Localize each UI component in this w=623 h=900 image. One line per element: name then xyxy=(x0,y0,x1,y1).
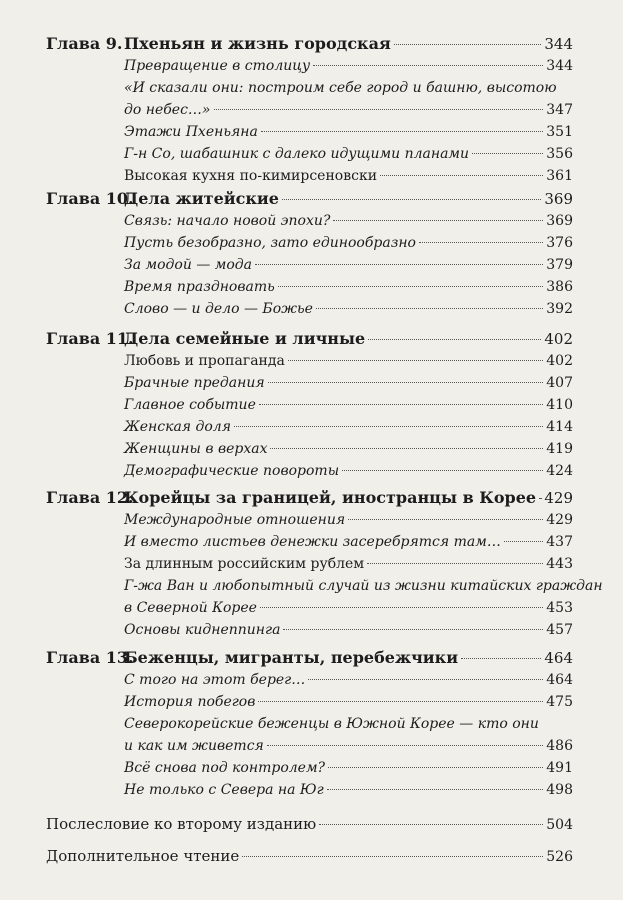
dot-leader xyxy=(319,824,543,825)
section-row[interactable] xyxy=(124,619,573,641)
page-number: 379 xyxy=(546,257,573,273)
section-row[interactable] xyxy=(124,691,573,713)
section-row[interactable] xyxy=(124,460,573,482)
dot-leader xyxy=(282,199,541,200)
section-title: Г-н Со, шабашник с далеко идущими планами xyxy=(124,146,470,162)
dot-leader xyxy=(327,789,544,790)
section-title: Брачные предания xyxy=(124,375,265,391)
dot-leader xyxy=(234,426,543,427)
section-row[interactable] xyxy=(124,735,573,757)
page-number: 526 xyxy=(546,849,573,865)
section-row[interactable] xyxy=(124,121,573,143)
chapter-title-row[interactable] xyxy=(124,328,573,350)
section-title-line1[interactable]: «И сказали они: построим себе город и башню, высотою xyxy=(124,80,557,96)
chapter-title: Беженцы, мигранты, перебежчики xyxy=(124,648,459,667)
section-title: и как им живется xyxy=(124,738,264,754)
chapter-title: Дела семейные и личные xyxy=(124,329,366,348)
page-number: 361 xyxy=(546,168,573,184)
page-number: 491 xyxy=(546,760,573,776)
section-title: Женская доля xyxy=(124,419,231,435)
dot-leader xyxy=(333,220,543,221)
dot-leader xyxy=(288,360,543,361)
page-number: 486 xyxy=(546,738,573,754)
dot-leader xyxy=(348,519,543,520)
section-title: Время праздновать xyxy=(124,279,275,295)
section-title: С того на этот берег… xyxy=(124,672,306,688)
page-number: 475 xyxy=(546,694,573,710)
page-number: 414 xyxy=(546,419,573,435)
section-title: Пусть безобразно, зато единообразно xyxy=(124,235,416,251)
section-row[interactable] xyxy=(124,232,573,254)
dot-leader xyxy=(419,242,543,243)
dot-leader xyxy=(316,308,543,309)
section-row[interactable] xyxy=(124,669,573,691)
page-number: 344 xyxy=(546,58,573,74)
chapter-title: Пхеньян и жизнь городская xyxy=(124,34,391,53)
dot-leader xyxy=(242,856,543,857)
dot-leader xyxy=(394,44,542,45)
page-number: 424 xyxy=(546,463,573,479)
dot-leader xyxy=(328,767,543,768)
dot-leader xyxy=(368,339,541,340)
section-row[interactable] xyxy=(124,509,573,531)
page-number: 410 xyxy=(546,397,573,413)
dot-leader xyxy=(380,175,543,176)
section-title: И вместо листьев денежки засеребрятся там… xyxy=(124,534,501,550)
page-number: 443 xyxy=(546,556,573,572)
dot-leader xyxy=(258,701,543,702)
chapter-title-row[interactable] xyxy=(124,487,573,509)
dot-leader xyxy=(255,264,543,265)
section-row[interactable] xyxy=(124,416,573,438)
section-title: Международные отношения xyxy=(124,512,346,528)
chapter-title-row[interactable] xyxy=(124,188,573,210)
page-number: 498 xyxy=(546,782,573,798)
dot-leader xyxy=(342,470,543,471)
afterword-title: Послесловие ко второму изданию xyxy=(46,815,317,833)
section-row[interactable] xyxy=(124,143,573,165)
dot-leader xyxy=(472,153,543,154)
chapter-title: Дела житейские xyxy=(124,189,279,208)
section-title: Главное событие xyxy=(124,397,256,413)
section-title: Высокая кухня по-кимирсеновски xyxy=(124,168,378,184)
section-row[interactable] xyxy=(124,553,573,575)
page-number: 402 xyxy=(544,330,573,348)
chapter-label: Глава 10. xyxy=(46,189,134,208)
section-row[interactable] xyxy=(124,165,573,187)
section-row[interactable] xyxy=(124,350,573,372)
section-title: Слово — и дело — Божье xyxy=(124,301,313,317)
section-title: Женщины в верхах xyxy=(124,441,268,457)
dot-leader xyxy=(270,448,543,449)
chapter-title: Корейцы за границей, иностранцы в Корее xyxy=(124,488,537,507)
section-title: Основы киднеппинга xyxy=(124,622,281,638)
section-row[interactable] xyxy=(124,254,573,276)
section-row[interactable] xyxy=(124,55,573,77)
section-row[interactable] xyxy=(124,372,573,394)
page-number: 369 xyxy=(546,213,573,229)
section-title: в Северной Корее xyxy=(124,600,257,616)
page-number: 504 xyxy=(546,817,573,833)
page-number: 356 xyxy=(546,146,573,162)
dot-leader xyxy=(261,131,543,132)
dot-leader xyxy=(283,629,543,630)
section-title: до небес…» xyxy=(124,102,211,118)
page-number: 429 xyxy=(544,489,573,507)
page-number: 402 xyxy=(546,353,573,369)
dot-leader xyxy=(259,404,543,405)
section-row[interactable] xyxy=(124,438,573,460)
section-title-line1[interactable]: Северокорейские беженцы в Южной Корее — кто они xyxy=(124,716,539,732)
further-reading-title: Дополнительное чтение xyxy=(46,847,240,865)
section-title: Этажи Пхеньяна xyxy=(124,124,258,140)
section-row[interactable] xyxy=(124,298,573,320)
page-number: 419 xyxy=(546,441,573,457)
dot-leader xyxy=(260,607,543,608)
page-number: 453 xyxy=(546,600,573,616)
section-row[interactable] xyxy=(124,779,573,801)
section-row[interactable] xyxy=(124,394,573,416)
section-row[interactable] xyxy=(124,99,573,121)
section-title: За модой — мода xyxy=(124,257,253,273)
dot-leader xyxy=(268,382,544,383)
page-number: 464 xyxy=(546,672,573,688)
section-title: Не только с Севера на Юг xyxy=(124,782,324,798)
page-number: 386 xyxy=(546,279,573,295)
section-title: Превращение в столицу xyxy=(124,58,311,74)
page-number: 347 xyxy=(546,102,573,118)
section-row[interactable] xyxy=(124,210,573,232)
page-number: 344 xyxy=(544,35,573,53)
dot-leader xyxy=(504,541,543,542)
dot-leader xyxy=(539,498,541,499)
dot-leader xyxy=(214,109,544,110)
section-row[interactable] xyxy=(124,757,573,779)
page-number: 351 xyxy=(546,124,573,140)
dot-leader xyxy=(313,65,543,66)
afterword-row[interactable] xyxy=(46,813,573,835)
page-number: 376 xyxy=(546,235,573,251)
section-title: Всё снова под контролем? xyxy=(124,760,326,776)
page-number: 464 xyxy=(544,649,573,667)
chapter-title-row[interactable] xyxy=(124,647,573,669)
chapter-title-row[interactable] xyxy=(124,33,573,55)
page-number: 407 xyxy=(546,375,573,391)
section-title: Связь: начало новой эпохи? xyxy=(124,213,331,229)
section-title-line1[interactable]: Г-жа Ван и любопытный случай из жизни китайских граждан xyxy=(124,578,603,594)
page-number: 429 xyxy=(546,512,573,528)
page-number: 457 xyxy=(546,622,573,638)
dot-leader xyxy=(278,286,544,287)
section-title: Демографические повороты xyxy=(124,463,340,479)
chapter-label: Глава 12. xyxy=(46,488,134,507)
page-number: 392 xyxy=(546,301,573,317)
dot-leader xyxy=(308,679,543,680)
chapter-label: Глава 13. xyxy=(46,648,134,667)
further-reading-row[interactable] xyxy=(46,845,573,867)
section-title: Любовь и пропаганда xyxy=(124,353,285,369)
chapter-label: Глава 11. xyxy=(46,329,134,348)
section-title: За длинным российским рублем xyxy=(124,556,365,572)
section-row[interactable] xyxy=(124,531,573,553)
page-number: 369 xyxy=(544,190,573,208)
section-row[interactable] xyxy=(124,276,573,298)
dot-leader xyxy=(267,745,543,746)
dot-leader xyxy=(367,563,543,564)
chapter-label: Глава 9. xyxy=(46,34,123,53)
dot-leader xyxy=(461,658,541,659)
page-number: 437 xyxy=(546,534,573,550)
section-title: История побегов xyxy=(124,694,256,710)
section-row[interactable] xyxy=(124,597,573,619)
